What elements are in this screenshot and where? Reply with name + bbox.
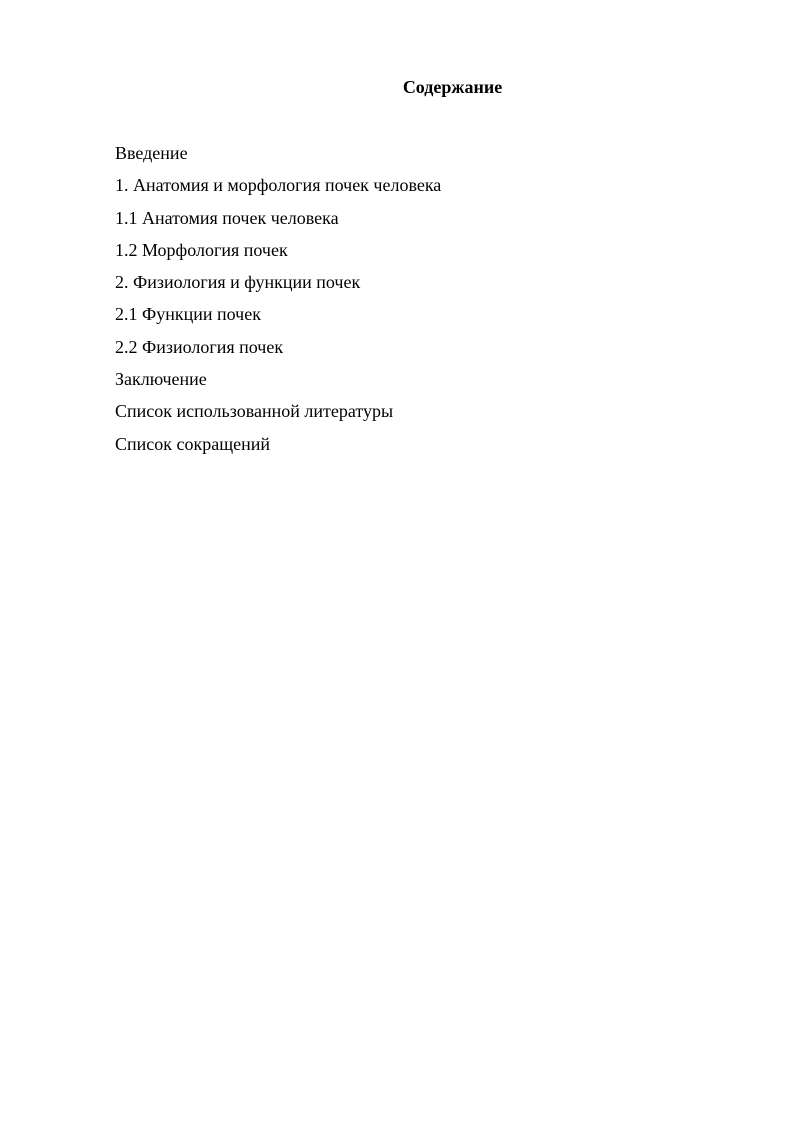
toc-item-section-1-2: 1.2 Морфология почек	[115, 239, 288, 260]
toc-item-section-2-1: 2.1 Функции почек	[115, 304, 261, 325]
toc-item-abbreviations: Список сокращений	[115, 433, 270, 454]
toc-item-section-1-1: 1.1 Анатомия почек человека	[115, 207, 339, 228]
toc-item-introduction: Введение	[115, 143, 188, 163]
toc-item-section-2-2: 2.2 Физиология почек	[115, 336, 284, 357]
toc-item-chapter-1: 1. Анатомия и морфология почек человека	[115, 175, 442, 196]
toc-item-conclusion: Заключение	[115, 369, 207, 390]
table-of-contents	[115, 141, 441, 464]
page-title: Содержание	[402, 77, 503, 97]
toc-item-chapter-2: 2. Физиология и функции почек	[115, 272, 361, 293]
toc-item-references: Список использованной литературы	[115, 401, 394, 422]
